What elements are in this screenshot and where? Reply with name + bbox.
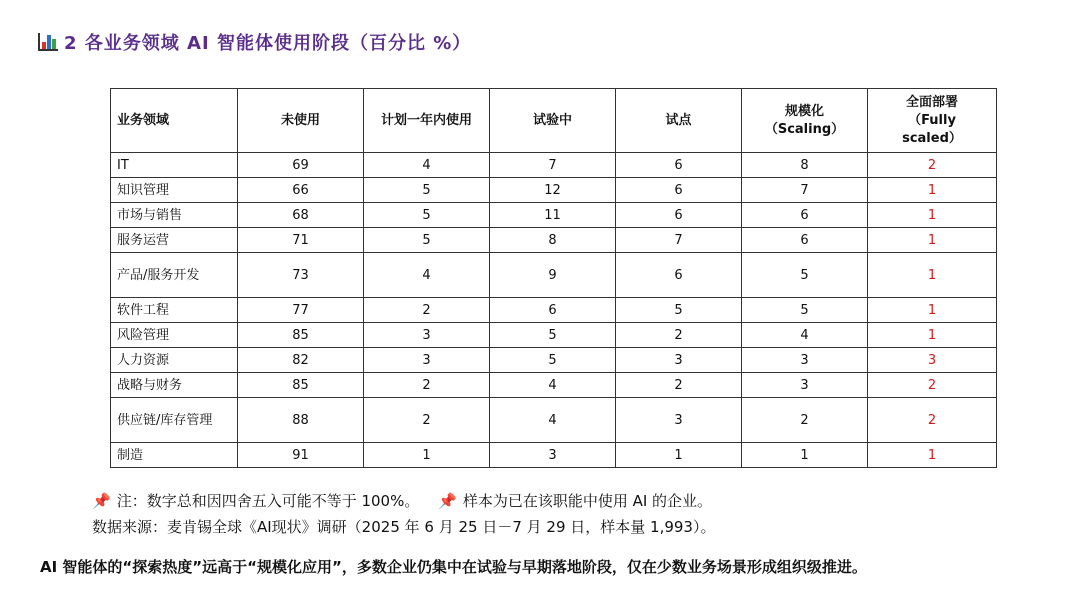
value-cell: 82: [238, 348, 364, 373]
value-cell: 2: [364, 398, 490, 443]
value-cell: 4: [490, 373, 616, 398]
table-row: [111, 253, 997, 298]
table-row: [111, 153, 997, 178]
value-cell: 4: [364, 153, 490, 178]
column-header: [616, 89, 742, 153]
data-source: 数据来源：麦肯锡全球《AI现状》调研（2025 年 6 月 25 日－7 月 29 日，样本量 1,993）。: [92, 518, 716, 536]
table-row: [111, 203, 997, 228]
value-cell: 6: [616, 153, 742, 178]
domain-cell: 战略与财务: [111, 373, 238, 398]
value-cell: 2: [364, 298, 490, 323]
value-cell: 5: [364, 178, 490, 203]
column-header-line: （Scaling）: [764, 121, 845, 137]
value-cell: 6: [616, 203, 742, 228]
column-header-line: 全面部署: [905, 94, 958, 110]
value-cell: 85: [238, 323, 364, 348]
usage-stage-table: [110, 88, 997, 468]
value-cell: 11: [490, 203, 616, 228]
value-cell: 5: [616, 298, 742, 323]
value-cell: 5: [742, 253, 868, 298]
value-cell: 2: [868, 398, 997, 443]
value-cell: 5: [490, 348, 616, 373]
value-cell: 5: [742, 298, 868, 323]
bar-chart-icon: [38, 33, 58, 51]
page-title-text: 2 各业务领域 AI 智能体使用阶段（百分比 %）: [64, 33, 472, 54]
value-cell: 3: [742, 348, 868, 373]
value-cell: 71: [238, 228, 364, 253]
value-cell: 2: [616, 323, 742, 348]
note-sample: 样本为已在该职能中使用 AI 的企业。: [462, 492, 713, 510]
value-cell: 6: [616, 253, 742, 298]
value-cell: 3: [364, 323, 490, 348]
column-header-line: 试点: [665, 112, 692, 128]
value-cell: 2: [616, 373, 742, 398]
value-cell: 5: [364, 203, 490, 228]
value-cell: 2: [868, 373, 997, 398]
domain-cell: 市场与销售: [111, 203, 238, 228]
column-header-line: 试验中: [532, 112, 572, 128]
value-cell: 66: [238, 178, 364, 203]
table-body: [111, 153, 997, 468]
column-header-line: scaled）: [902, 130, 962, 146]
value-cell: 2: [868, 153, 997, 178]
pushpin-icon: 📌: [92, 492, 111, 510]
value-cell: 4: [490, 398, 616, 443]
notes: [92, 488, 715, 540]
value-cell: 69: [238, 153, 364, 178]
value-cell: 85: [238, 373, 364, 398]
value-cell: 1: [868, 253, 997, 298]
page-title: [38, 27, 471, 57]
value-cell: 77: [238, 298, 364, 323]
domain-cell: 供应链/库存管理: [111, 398, 238, 443]
domain-cell: 制造: [111, 443, 238, 468]
pushpin-icon: 📌: [438, 492, 457, 510]
domain-cell: 产品/服务开发: [111, 253, 238, 298]
value-cell: 3: [616, 398, 742, 443]
column-header: [742, 89, 868, 153]
column-header-line: 规模化: [784, 103, 824, 119]
domain-cell: 服务运营: [111, 228, 238, 253]
value-cell: 3: [742, 373, 868, 398]
value-cell: 6: [616, 178, 742, 203]
value-cell: 4: [364, 253, 490, 298]
value-cell: 91: [238, 443, 364, 468]
value-cell: 9: [490, 253, 616, 298]
domain-cell: IT: [111, 153, 238, 178]
value-cell: 1: [616, 443, 742, 468]
column-header-line: 计划一年内使用: [380, 112, 472, 128]
value-cell: 5: [490, 323, 616, 348]
value-cell: 4: [742, 323, 868, 348]
value-cell: 1: [868, 298, 997, 323]
column-header: [238, 89, 364, 153]
value-cell: 6: [742, 203, 868, 228]
table-row: [111, 443, 997, 468]
table-row: [111, 323, 997, 348]
value-cell: 3: [616, 348, 742, 373]
value-cell: 1: [742, 443, 868, 468]
value-cell: 8: [490, 228, 616, 253]
value-cell: 1: [868, 203, 997, 228]
column-header-line: （Fully: [908, 112, 956, 128]
value-cell: 7: [742, 178, 868, 203]
value-cell: 7: [490, 153, 616, 178]
value-cell: 6: [490, 298, 616, 323]
value-cell: 1: [868, 443, 997, 468]
value-cell: 1: [868, 178, 997, 203]
table-header-row: [111, 89, 997, 153]
value-cell: 3: [868, 348, 997, 373]
value-cell: 2: [742, 398, 868, 443]
table-row: [111, 373, 997, 398]
value-cell: 7: [616, 228, 742, 253]
value-cell: 1: [364, 443, 490, 468]
domain-cell: 风险管理: [111, 323, 238, 348]
note-rounding: 注：数字总和因四舍五入可能不等于 100%。: [116, 492, 420, 510]
table-row: [111, 398, 997, 443]
table-row: [111, 348, 997, 373]
table-row: [111, 178, 997, 203]
value-cell: 5: [364, 228, 490, 253]
column-header-line: 未使用: [280, 112, 320, 128]
value-cell: 1: [868, 228, 997, 253]
value-cell: 73: [238, 253, 364, 298]
value-cell: 12: [490, 178, 616, 203]
table-row: [111, 298, 997, 323]
value-cell: 88: [238, 398, 364, 443]
domain-cell: 人力资源: [111, 348, 238, 373]
value-cell: 8: [742, 153, 868, 178]
column-header: [490, 89, 616, 153]
value-cell: 2: [364, 373, 490, 398]
value-cell: 3: [364, 348, 490, 373]
value-cell: 68: [238, 203, 364, 228]
column-header-line: 业务领域: [117, 112, 170, 128]
value-cell: 3: [490, 443, 616, 468]
column-header: [364, 89, 490, 153]
domain-cell: 软件工程: [111, 298, 238, 323]
conclusion-text: AI 智能体的“探索热度”远高于“规模化应用”，多数企业仍集中在试验与早期落地阶段，仅在少数业务场景形成组织级推进。: [40, 558, 867, 576]
table-row: [111, 228, 997, 253]
note-line: [92, 488, 715, 514]
value-cell: 1: [868, 323, 997, 348]
value-cell: 6: [742, 228, 868, 253]
domain-cell: 知识管理: [111, 178, 238, 203]
column-header: [868, 89, 997, 153]
column-header: [111, 89, 238, 153]
